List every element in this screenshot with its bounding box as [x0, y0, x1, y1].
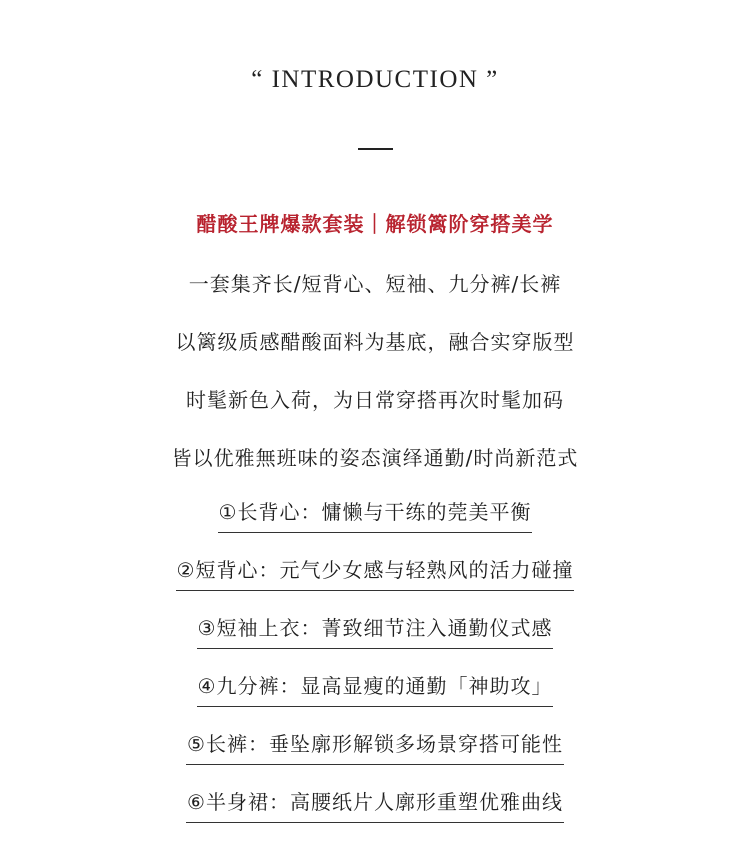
body-line: 一套集齐长/短背心、短袖、九分裤/长裤 — [188, 272, 562, 296]
heading-divider — [358, 148, 393, 150]
feature-item — [0, 616, 750, 649]
body-line: 皆以优雅無班味的姿态演绎通勤/时尚新范式 — [171, 446, 579, 470]
section-heading: “ INTRODUCTION ” — [251, 66, 499, 93]
feature-item — [0, 674, 750, 707]
feature-item-text: ②短背心：元气少女感与轻熟风的活力碰撞 — [176, 558, 575, 591]
feature-item-text: ③短袖上衣：菁致细节注入通勤仪式感 — [197, 616, 554, 649]
subtitle: 醋酸王牌爆款套装｜解锁篱阶穿搭美学 — [196, 212, 554, 236]
feature-item — [0, 558, 750, 591]
feature-item-text: ①长背心：慵懒与干练的莞美平衡 — [218, 500, 533, 533]
body-line: 时髦新色入荷，为日常穿搭再次时髦加码 — [186, 388, 564, 412]
feature-item-text: ④九分裤：显高显瘦的通勤「神助攻」 — [197, 674, 554, 707]
body-line: 以篱级质感醋酸面料为基底，融合实穿版型 — [175, 330, 575, 354]
feature-item — [0, 790, 750, 823]
feature-item — [0, 732, 750, 765]
feature-item-text: ⑤长裤：垂坠廓形解锁多场景穿搭可能性 — [186, 732, 564, 765]
feature-item — [0, 500, 750, 533]
feature-item-text: ⑥半身裙：高腰纸片人廓形重塑优雅曲线 — [186, 790, 564, 823]
